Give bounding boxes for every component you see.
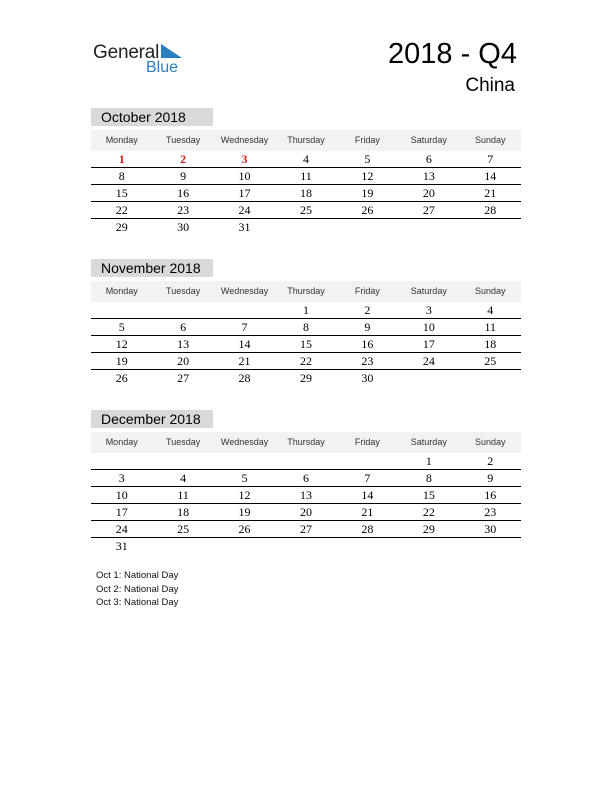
- weekday-header-row: [91, 281, 521, 302]
- day-cell: 2: [487, 454, 494, 468]
- day-cell: 21: [238, 354, 251, 368]
- weekday-label: Sunday: [474, 135, 506, 145]
- day-cell: 10: [422, 320, 435, 334]
- day-cell: 30: [361, 371, 374, 385]
- day-cell: [460, 370, 521, 386]
- day-cell: 14: [361, 488, 374, 502]
- day-cell: [460, 538, 521, 554]
- day-cell: 31: [115, 539, 128, 553]
- day-cell: 12: [238, 488, 251, 502]
- week-row: [91, 336, 521, 353]
- day-cell: 12: [361, 169, 374, 183]
- day-cell: 16: [484, 488, 497, 502]
- day-cell: 5: [241, 471, 248, 485]
- day-cell: 9: [364, 320, 371, 334]
- week-row: [91, 470, 521, 487]
- day-cell: 11: [484, 320, 497, 334]
- day-cell: 19: [238, 505, 251, 519]
- day-cell: 11: [300, 169, 312, 183]
- day-cell: 30: [484, 522, 497, 536]
- day-cell: 23: [361, 354, 374, 368]
- logo-word-blue: Blue: [146, 59, 179, 76]
- weekday-label: Sunday: [474, 437, 506, 447]
- day-cell: 23: [484, 505, 497, 519]
- day-cell: 31: [238, 220, 251, 234]
- day-cell: 28: [238, 371, 251, 385]
- day-cell: 1: [118, 152, 125, 166]
- day-cell: [91, 453, 152, 469]
- day-cell: 12: [115, 337, 128, 351]
- day-cell: 13: [177, 337, 190, 351]
- day-cell: [91, 302, 152, 318]
- weekday-label: Wednesday: [220, 437, 269, 447]
- logo-word-general: General: [93, 42, 160, 63]
- holiday-note: Oct 3: National Day: [96, 597, 179, 608]
- day-cell: 18: [484, 337, 497, 351]
- weekday-label: Thursday: [287, 135, 325, 145]
- day-cell: 19: [361, 186, 374, 200]
- weekday-label: Tuesday: [166, 135, 201, 145]
- week-row: [91, 302, 521, 319]
- day-cell: [398, 538, 459, 554]
- weekday-label: Friday: [354, 437, 380, 447]
- weekday-label: Tuesday: [166, 286, 201, 296]
- day-cell: 23: [177, 203, 190, 217]
- day-cell: [214, 302, 275, 318]
- day-cell: 14: [238, 337, 251, 351]
- day-cell: 15: [299, 337, 312, 351]
- week-row: [91, 487, 521, 504]
- day-cell: 18: [177, 505, 190, 519]
- day-cell: 24: [238, 203, 251, 217]
- weekday-label: Sunday: [474, 286, 506, 296]
- weekday-label: Friday: [354, 286, 380, 296]
- day-cell: 3: [241, 152, 248, 166]
- page-title: 2018 - Q4: [388, 38, 517, 70]
- weekday-label: Wednesday: [220, 286, 269, 296]
- day-cell: 13: [299, 488, 312, 502]
- day-cell: [152, 302, 213, 318]
- day-cell: 19: [115, 354, 128, 368]
- week-row: [91, 219, 521, 235]
- day-cell: 2: [364, 303, 371, 317]
- day-cell: 1: [302, 303, 309, 317]
- day-cell: 29: [115, 220, 128, 234]
- day-cell: 8: [118, 169, 125, 183]
- weekday-label: Monday: [105, 286, 138, 296]
- day-cell: [337, 453, 398, 469]
- day-cell: 25: [484, 354, 497, 368]
- day-cell: 16: [177, 186, 190, 200]
- holiday-note: Oct 1: National Day: [96, 570, 179, 581]
- weekday-label: Tuesday: [166, 437, 201, 447]
- day-cell: 25: [299, 203, 312, 217]
- day-cell: 13: [422, 169, 435, 183]
- day-cell: 3: [118, 471, 125, 485]
- day-cell: 5: [364, 152, 371, 166]
- day-cell: 28: [484, 203, 497, 217]
- day-cell: 24: [115, 522, 128, 536]
- month-calendar: [91, 108, 521, 235]
- day-cell: 29: [422, 522, 435, 536]
- day-cell: 8: [425, 471, 432, 485]
- day-cell: 17: [422, 337, 435, 351]
- week-row: [91, 538, 521, 554]
- day-cell: 28: [361, 522, 374, 536]
- day-cell: 18: [299, 186, 312, 200]
- week-row: [91, 521, 521, 538]
- month-calendar: [91, 410, 521, 554]
- country-name: China: [465, 75, 515, 96]
- day-cell: 29: [299, 371, 312, 385]
- day-cell: 27: [299, 522, 312, 536]
- day-cell: [275, 219, 336, 235]
- day-cell: 2: [180, 152, 187, 166]
- day-cell: 4: [180, 471, 187, 485]
- day-cell: 21: [361, 505, 374, 519]
- day-cell: 16: [361, 337, 374, 351]
- week-row: [91, 453, 521, 470]
- month-title: November 2018: [91, 259, 213, 277]
- week-row: [91, 202, 521, 219]
- weekday-header-row: [91, 130, 521, 151]
- day-cell: 10: [115, 488, 128, 502]
- day-cell: 20: [299, 505, 312, 519]
- day-cell: 26: [361, 203, 374, 217]
- weekday-label: Saturday: [410, 437, 447, 447]
- day-cell: 26: [115, 371, 128, 385]
- day-cell: 25: [177, 522, 190, 536]
- day-cell: 10: [238, 169, 251, 183]
- day-cell: 24: [422, 354, 435, 368]
- day-cell: 7: [487, 152, 494, 166]
- weekday-label: Wednesday: [220, 135, 269, 145]
- day-cell: 30: [177, 220, 190, 234]
- week-row: [91, 353, 521, 370]
- logo-triangle-icon: [161, 44, 183, 60]
- week-row: [91, 370, 521, 386]
- week-row: [91, 504, 521, 521]
- weekday-label: Saturday: [410, 286, 447, 296]
- day-cell: [337, 538, 398, 554]
- weekday-label: Monday: [105, 135, 138, 145]
- week-row: [91, 151, 521, 168]
- day-cell: [275, 538, 336, 554]
- day-cell: 15: [422, 488, 435, 502]
- week-row: [91, 185, 521, 202]
- day-cell: [214, 453, 275, 469]
- weekday-label: Friday: [354, 135, 380, 145]
- day-cell: 17: [115, 505, 128, 519]
- day-cell: 17: [238, 186, 251, 200]
- day-cell: 7: [241, 320, 248, 334]
- weekday-label: Thursday: [287, 437, 325, 447]
- day-cell: 21: [484, 186, 497, 200]
- week-row: [91, 168, 521, 185]
- day-cell: [398, 219, 459, 235]
- day-cell: 4: [302, 152, 309, 166]
- day-cell: [152, 538, 213, 554]
- day-cell: 7: [364, 471, 371, 485]
- day-cell: 9: [487, 471, 494, 485]
- day-cell: 1: [425, 454, 432, 468]
- holiday-note: Oct 2: National Day: [96, 583, 179, 595]
- day-cell: 6: [425, 152, 432, 166]
- day-cell: 27: [422, 203, 435, 217]
- weekday-label: Monday: [105, 437, 138, 447]
- day-cell: 6: [180, 320, 187, 334]
- month-title: December 2018: [91, 410, 213, 428]
- week-row: [91, 319, 521, 336]
- day-cell: 4: [487, 303, 494, 317]
- day-cell: 20: [177, 354, 190, 368]
- day-cell: [152, 453, 213, 469]
- day-cell: [275, 453, 336, 469]
- generalblue-logo: [93, 42, 193, 80]
- weekday-label: Thursday: [287, 286, 325, 296]
- day-cell: 15: [115, 186, 128, 200]
- day-cell: 26: [238, 522, 251, 536]
- day-cell: 3: [425, 303, 432, 317]
- day-cell: 14: [484, 169, 497, 183]
- holiday-notes: [96, 569, 178, 610]
- day-cell: [214, 538, 275, 554]
- weekday-label: Saturday: [410, 135, 447, 145]
- day-cell: 22: [299, 354, 312, 368]
- day-cell: [337, 219, 398, 235]
- weekday-header-row: [91, 432, 521, 453]
- month-title: October 2018: [91, 108, 213, 126]
- day-cell: 22: [422, 505, 435, 519]
- day-cell: 6: [302, 471, 309, 485]
- day-cell: 9: [180, 169, 187, 183]
- day-cell: 8: [302, 320, 309, 334]
- day-cell: [398, 370, 459, 386]
- day-cell: 20: [422, 186, 435, 200]
- day-cell: 27: [177, 371, 190, 385]
- day-cell: [460, 219, 521, 235]
- day-cell: 11: [177, 488, 189, 502]
- month-calendar: [91, 259, 521, 386]
- day-cell: 22: [115, 203, 128, 217]
- day-cell: 5: [118, 320, 125, 334]
